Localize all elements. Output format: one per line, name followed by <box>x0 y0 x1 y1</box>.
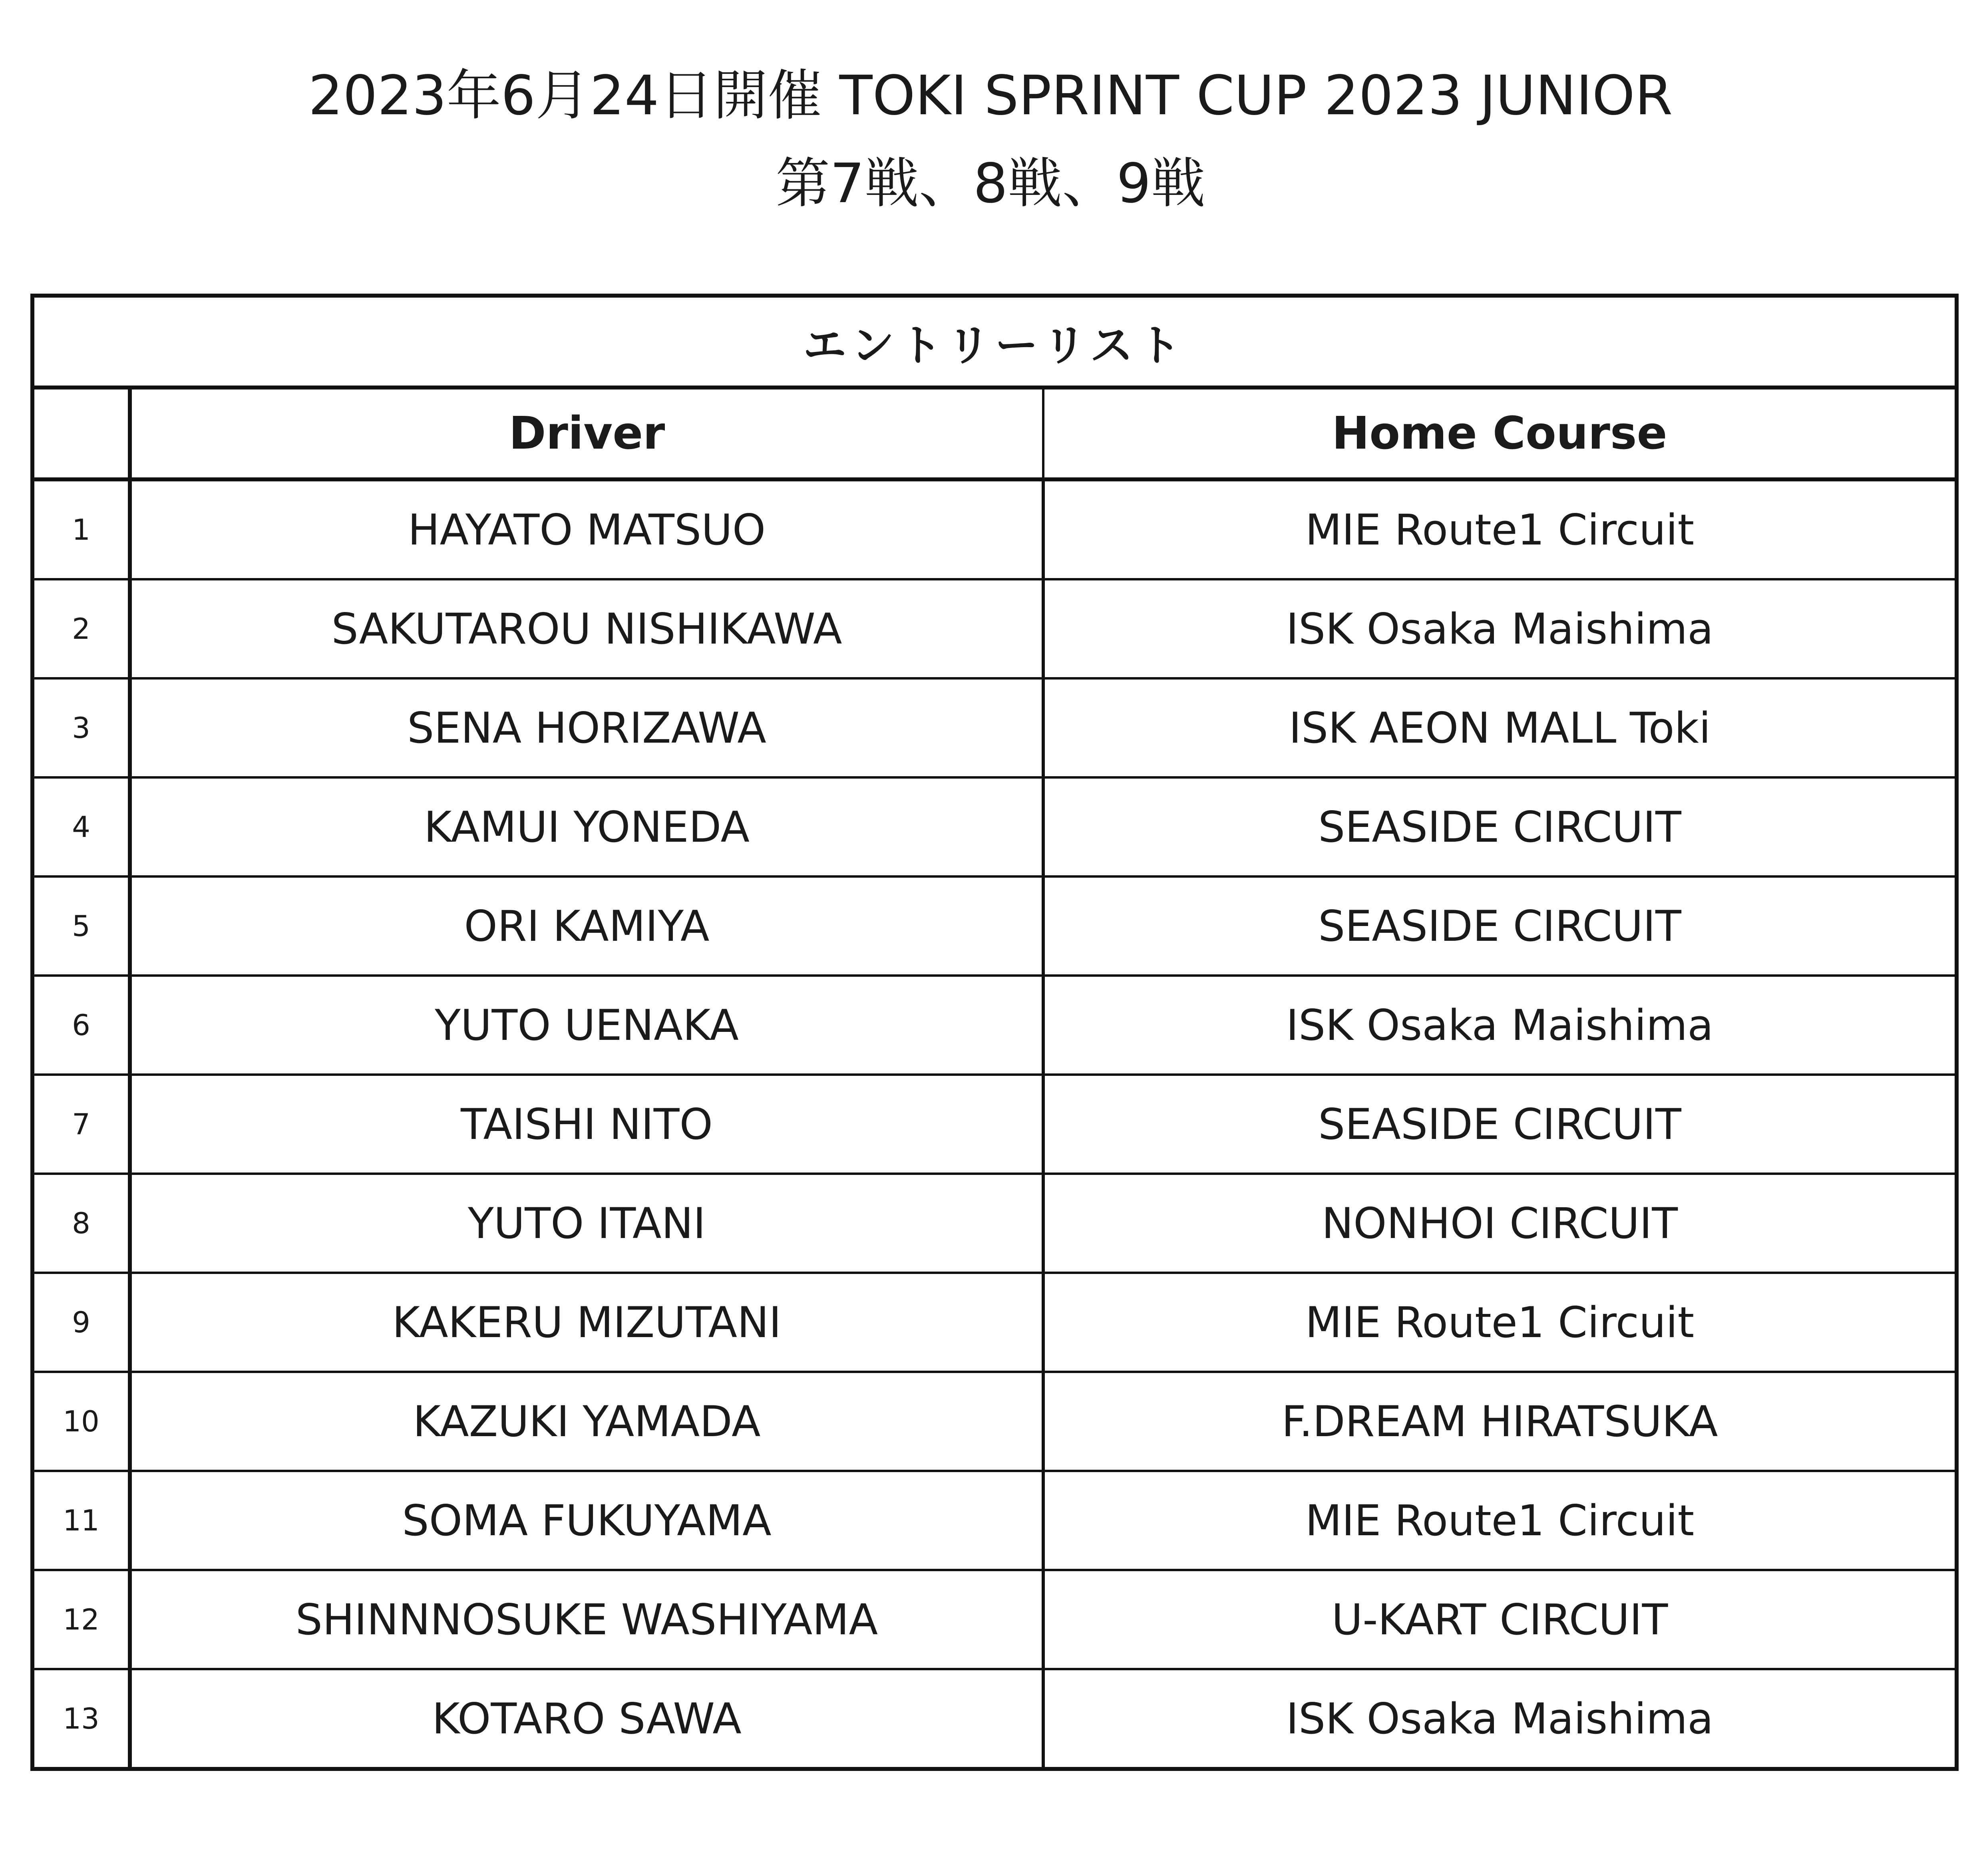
entry-number: 8 <box>32 1174 130 1273</box>
home-course: MIE Route1 Circuit <box>1043 479 1957 579</box>
driver-name: TAISHI NITO <box>130 1075 1043 1174</box>
home-course: F.DREAM HIRATSUKA <box>1043 1372 1957 1471</box>
driver-name: ORI KAMIYA <box>130 876 1043 976</box>
home-course: ISK Osaka Maishima <box>1043 976 1957 1075</box>
entry-number: 6 <box>32 976 130 1075</box>
home-course: SEASIDE CIRCUIT <box>1043 1075 1957 1174</box>
home-course: NONHOI CIRCUIT <box>1043 1174 1957 1273</box>
home-course: ISK AEON MALL Toki <box>1043 678 1957 777</box>
table-row <box>32 1273 1957 1372</box>
driver-name: SHINNNOSUKE WASHIYAMA <box>130 1570 1043 1669</box>
page-title: 2023年6月24日開催 TOKI SPRINT CUP 2023 JUNIOR <box>308 64 1673 127</box>
home-course: MIE Route1 Circuit <box>1043 1273 1957 1372</box>
table-row <box>32 1174 1957 1273</box>
table-row <box>32 1372 1957 1471</box>
entry-number: 12 <box>32 1570 130 1669</box>
table-row <box>32 876 1957 976</box>
table-row <box>32 1570 1957 1669</box>
entry-number: 1 <box>32 479 130 579</box>
home-course: ISK Osaka Maishima <box>1043 1669 1957 1769</box>
entry-number: 13 <box>32 1669 130 1769</box>
entry-list-table <box>30 294 1959 1771</box>
page-subtitle: 第7戦、8戦、9戦 <box>776 152 1205 215</box>
table-row <box>32 976 1957 1075</box>
table-row <box>32 1471 1957 1570</box>
entry-number: 9 <box>32 1273 130 1372</box>
driver-name: KAKERU MIZUTANI <box>130 1273 1043 1372</box>
document-header <box>0 52 1981 228</box>
driver-name: YUTO UENAKA <box>130 976 1043 1075</box>
table-row <box>32 479 1957 579</box>
column-header-row <box>32 388 1957 479</box>
entry-number: 4 <box>32 777 130 876</box>
table-row <box>32 678 1957 777</box>
home-course: SEASIDE CIRCUIT <box>1043 777 1957 876</box>
table-row <box>32 1075 1957 1174</box>
home-course: SEASIDE CIRCUIT <box>1043 876 1957 976</box>
entry-number: 10 <box>32 1372 130 1471</box>
home-course: U-KART CIRCUIT <box>1043 1570 1957 1669</box>
driver-name: SOMA FUKUYAMA <box>130 1471 1043 1570</box>
entry-number: 5 <box>32 876 130 976</box>
entry-number: 11 <box>32 1471 130 1570</box>
driver-name: SENA HORIZAWA <box>130 678 1043 777</box>
table-row <box>32 777 1957 876</box>
driver-name: SAKUTAROU NISHIKAWA <box>130 579 1043 678</box>
table-row <box>32 579 1957 678</box>
home-course: ISK Osaka Maishima <box>1043 579 1957 678</box>
home-course: MIE Route1 Circuit <box>1043 1471 1957 1570</box>
driver-name: KAMUI YONEDA <box>130 777 1043 876</box>
entry-list-title-row <box>32 296 1957 388</box>
entry-number: 2 <box>32 579 130 678</box>
entry-number: 7 <box>32 1075 130 1174</box>
entry-number: 3 <box>32 678 130 777</box>
driver-name: KAZUKI YAMADA <box>130 1372 1043 1471</box>
column-header-home-course: Home Course <box>1043 388 1957 479</box>
driver-name: HAYATO MATSUO <box>130 479 1043 579</box>
table-row <box>32 1669 1957 1769</box>
entry-list-title: エントリーリスト <box>32 296 1957 388</box>
column-header-driver: Driver <box>130 388 1043 479</box>
driver-name: YUTO ITANI <box>130 1174 1043 1273</box>
driver-name: KOTARO SAWA <box>130 1669 1043 1769</box>
column-header-number <box>32 388 130 479</box>
